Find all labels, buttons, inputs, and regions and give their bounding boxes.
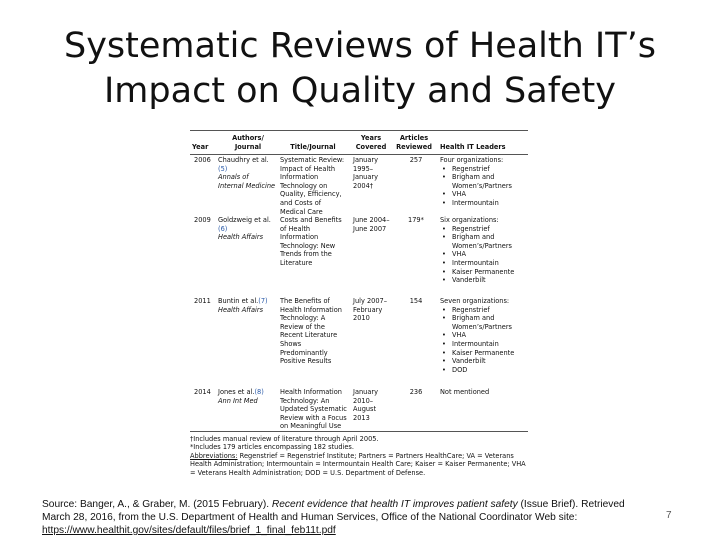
row-years-covered: January 1995–January 2004† — [353, 156, 378, 190]
leader-item: • DOD — [440, 366, 528, 375]
reference-link[interactable]: (6) — [218, 224, 228, 233]
reference-link[interactable]: (8) — [254, 388, 264, 396]
header-articles-reviewed: Articles Reviewed — [396, 134, 432, 151]
leader-item: • Regenstrief — [440, 165, 528, 174]
row-title: Costs and Benefits of Health Information Technology: New Trends from the Literature — [280, 216, 342, 267]
header-health-it-leaders: Health IT Leaders — [440, 143, 506, 151]
leader-item: • VHA — [440, 331, 528, 340]
row-articles: 179* — [408, 216, 424, 224]
leader-item: • Brigham and Women’s/Partners — [440, 314, 528, 331]
row-year: 2009 — [194, 216, 211, 224]
row-journal: Annals of Internal Medicine — [218, 173, 276, 190]
row-leaders — [440, 216, 528, 285]
note-abbreviations — [190, 452, 528, 477]
leader-item: • VHA — [440, 250, 528, 259]
note-asterisk: *Includes 179 articles encompassing 182 studies. — [190, 443, 354, 452]
row-title: Health Information Technology: An Updated Systematic Review with a Focus on Meaningful Use — [280, 388, 347, 431]
row-author: Jones et al.(8) Ann Int Med — [218, 388, 264, 405]
row-articles: 257 — [409, 156, 423, 164]
row-journal: Health Affairs — [218, 305, 264, 314]
row-year: 2011 — [194, 297, 211, 305]
leader-item: • Vanderbilt — [440, 276, 528, 285]
row-journal: Health Affairs — [218, 233, 264, 242]
review-table — [190, 130, 528, 482]
row-title: The Benefits of Health Information Technology: A Review of the Recent Literature Shows Predominantly Positive Results — [280, 297, 342, 366]
source-citation — [42, 498, 652, 537]
note-dagger: †Includes manual review of literature through April 2005. — [190, 435, 379, 443]
header-year: Year — [192, 143, 209, 151]
slide-title — [20, 24, 700, 114]
title-line-1: Systematic Reviews of Health IT’s — [64, 26, 656, 66]
row-leaders — [440, 156, 528, 208]
row-leaders — [440, 297, 528, 374]
row-author: Goldzweig et al.(6) Health Affairs — [218, 216, 271, 242]
source-prefix: Source: Banger, A., & Graber, M. (2015 February). — [42, 499, 272, 510]
title-line-2: Impact on Quality and Safety — [103, 71, 616, 111]
abbrev-text: Regenstrief = Regenstrief Institute; Partners = Partners HealthCare; VA = Veterans Health Administration; Intermountain = Intermountain Health Care; Kaiser = Kaiser Permanente; VHA = Veterans Health Administration; DOD = U.S. Department of Defense. — [190, 451, 526, 477]
leaders-heading: Four organizations: — [440, 156, 504, 164]
leader-item: • Kaiser Permanente — [440, 349, 528, 358]
row-articles: 154 — [409, 297, 423, 305]
row-journal: Ann Int Med — [218, 396, 258, 405]
row-title: Systematic Review: Impact of Health Information Technology on Quality, Efficiency, and Costs of Medical Care — [280, 156, 345, 216]
leaders-heading: Six organizations: — [440, 216, 499, 224]
row-year: 2014 — [194, 388, 211, 396]
abbrev-label: Abbreviations: — [190, 451, 238, 460]
leader-item: • Regenstrief — [440, 306, 528, 315]
leader-item: • Vanderbilt — [440, 357, 528, 366]
source-suffix: (Issue Brief). Retrieved March 28, 2016, from the U.S. Department of Health and Human Services, Office of the National Coordinator Web site: — [42, 499, 625, 523]
leader-item: • Intermountain — [440, 259, 528, 268]
leader-item: • Intermountain — [440, 340, 528, 349]
row-year: 2006 — [194, 156, 211, 164]
row-years-covered: July 2007–February 2010 — [353, 297, 388, 323]
reference-link[interactable]: (5) — [218, 164, 228, 173]
leader-item: • Brigham and Women’s/Partners — [440, 233, 528, 250]
reference-link[interactable]: (7) — [258, 297, 268, 305]
leader-item: • VHA — [440, 190, 528, 199]
table-notes — [190, 435, 528, 477]
page-number: 7 — [666, 510, 672, 521]
header-years-covered: Years Covered — [355, 134, 387, 151]
table-bottom-rule — [190, 431, 528, 432]
row-author: Buntin et al.(7) Health Affairs — [218, 297, 268, 314]
row-leaders — [440, 388, 528, 397]
leaders-heading: Seven organizations: — [440, 297, 510, 305]
leader-item: • Regenstrief — [440, 225, 528, 234]
table-header-rule — [190, 154, 528, 155]
leader-item: • Brigham and Women’s/Partners — [440, 173, 528, 190]
source-title: Recent evidence that health IT improves patient safety — [271, 499, 518, 510]
header-title: Title/Journal — [290, 143, 336, 151]
leader-item: • Intermountain — [440, 199, 528, 208]
leader-item: • Kaiser Permanente — [440, 268, 528, 277]
row-years-covered: January 2010–August 2013 — [353, 388, 378, 422]
row-years-covered: June 2004–June 2007 — [353, 216, 390, 233]
source-link[interactable]: https://www.healthit.gov/sites/default/files/brief_1_final_feb11t.pdf — [42, 525, 336, 536]
header-authors: Authors/ Journal — [232, 134, 264, 151]
table-top-rule — [190, 130, 528, 131]
row-author: Chaudhry et al.(5) Annals of Internal Medicine — [218, 156, 276, 190]
leaders-heading: Not mentioned — [440, 388, 490, 396]
row-articles: 236 — [409, 388, 423, 396]
